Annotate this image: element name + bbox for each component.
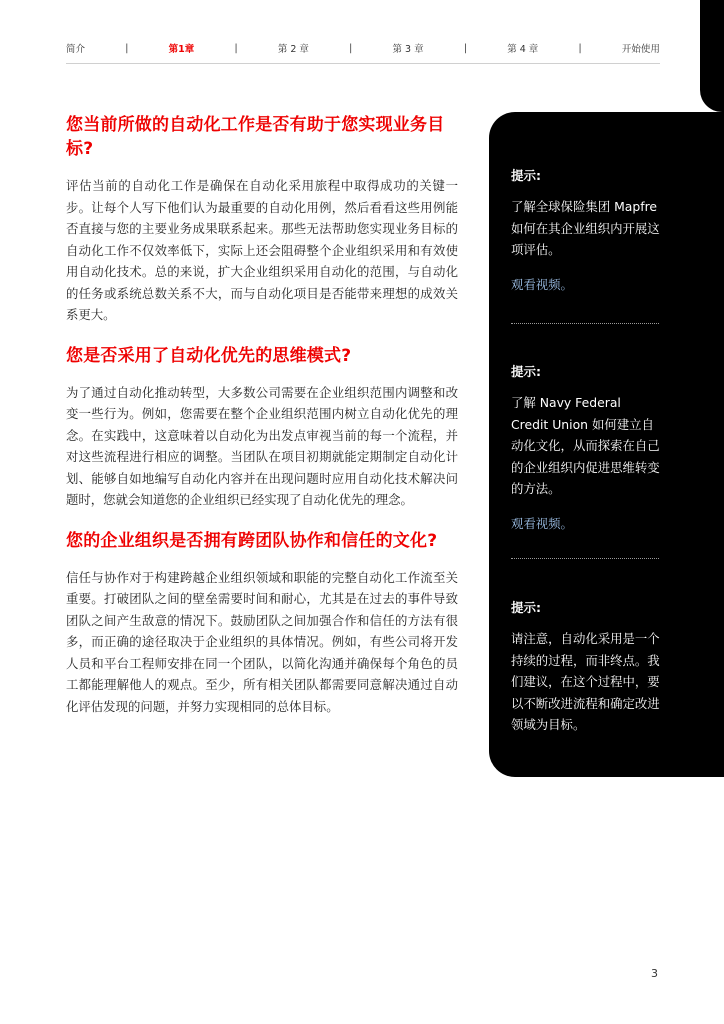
nav-separator: |	[349, 42, 353, 54]
tip-mapfre	[511, 166, 661, 293]
nav-item-chapter-3[interactable]: 第 3 章	[392, 44, 424, 55]
tips-sidebar	[489, 112, 724, 777]
chapter-nav	[66, 39, 660, 57]
section-business-goals	[66, 113, 458, 326]
tip-title: 提示:	[511, 168, 541, 183]
watch-video-link[interactable]: 观看视频。	[511, 276, 573, 292]
nav-separator: |	[234, 42, 238, 54]
section-body: 信任与协作对于构建跨越企业组织领域和职能的完整自动化工作流至关重要。打破团队之间的壁垒需要时间和耐心，尤其是在过去的事件导致团队之间产生敌意的情况下。鼓励团队之间加强合作和信任的方法有很多，而正确的途径取决于企业组织的具体情况。例如，有些公司将开发人员和平台工程师安排在同一个团队，以简化沟通并确保每个角色的员工都能理解他人的观点。至少，所有相关团队都需要同意解决通过自动化评估发现的问题，并努力实现相同的总体目标。	[66, 569, 458, 714]
section-heading: 您的企业组织是否拥有跨团队协作和信任的文化?	[66, 530, 438, 551]
main-content	[66, 113, 458, 735]
section-automation-first	[66, 344, 458, 511]
nav-divider	[66, 63, 660, 64]
tip-body: 请注意，自动化采用是一个持续的过程，而非终点。我们建议，在这个过程中，要以不断改进流程和确定改进领域为目标。	[511, 631, 660, 732]
tip-title: 提示:	[511, 600, 541, 615]
tip-divider	[511, 558, 659, 559]
tip-divider	[511, 323, 659, 324]
tip-navy-federal	[511, 362, 661, 532]
nav-item-chapter-4[interactable]: 第 4 章	[507, 44, 539, 55]
section-body: 评估当前的自动化工作是确保在自动化采用旅程中取得成功的关键一步。让每个人写下他们认为最重要的自动化用例，然后看看这些用例能否直接与您的主要业务成果联系起来。那些无法帮助您实现业务目标的自动化工作不仅效率低下，实际上还会阻碍整个企业组织采用和有效使用自动化技术。总的来说，扩大企业组织采用自动化的范围，与自动化的任务或系统总数关系不大，而与自动化项目是否能带来理想的成效关系更大。	[66, 178, 458, 322]
page-number: 3	[651, 967, 658, 980]
tip-continuous-process	[511, 598, 661, 736]
nav-item-chapter-2[interactable]: 第 2 章	[277, 44, 309, 55]
tip-title: 提示:	[511, 364, 541, 379]
section-collaboration-culture	[66, 529, 458, 718]
section-body: 为了通过自动化推动转型，大多数公司需要在企业组织范围内调整和改变一些行为。例如，您需要在整个企业组织范围内树立自动化优先的理念。在实践中，这意味着以自动化为出发点审视当前的每一个流程，并对这些流程进行相应的调整。当团队在项目初期就能定期制定自动化计划、能够自如地编写自动化内容并在出现问题时应用自动化技术解决问题时，您就会知道您的企业组织已经实现了自动化优先的理念。	[66, 384, 458, 507]
nav-item-get-started[interactable]: 开始使用	[621, 44, 660, 55]
section-heading: 您当前所做的自动化工作是否有助于您实现业务目标?	[66, 115, 445, 159]
tip-body: 了解全球保险集团 Mapfre 如何在其企业组织内开展这项评估。	[511, 199, 660, 257]
nav-item-intro[interactable]: 简介	[66, 44, 86, 55]
nav-separator: |	[578, 42, 582, 54]
nav-item-chapter-1[interactable]: 第1章	[168, 44, 195, 55]
tip-body: 了解 Navy Federal Credit Union 如何建立自动化文化，从而探索在自己的企业组织内促进思维转变的方法。	[511, 395, 660, 496]
nav-separator: |	[463, 42, 468, 54]
decorative-black-tab	[700, 0, 724, 112]
nav-separator: |	[125, 42, 129, 54]
watch-video-link[interactable]: 观看视频。	[511, 515, 573, 531]
section-heading: 您是否采用了自动化优先的思维模式?	[66, 345, 352, 366]
